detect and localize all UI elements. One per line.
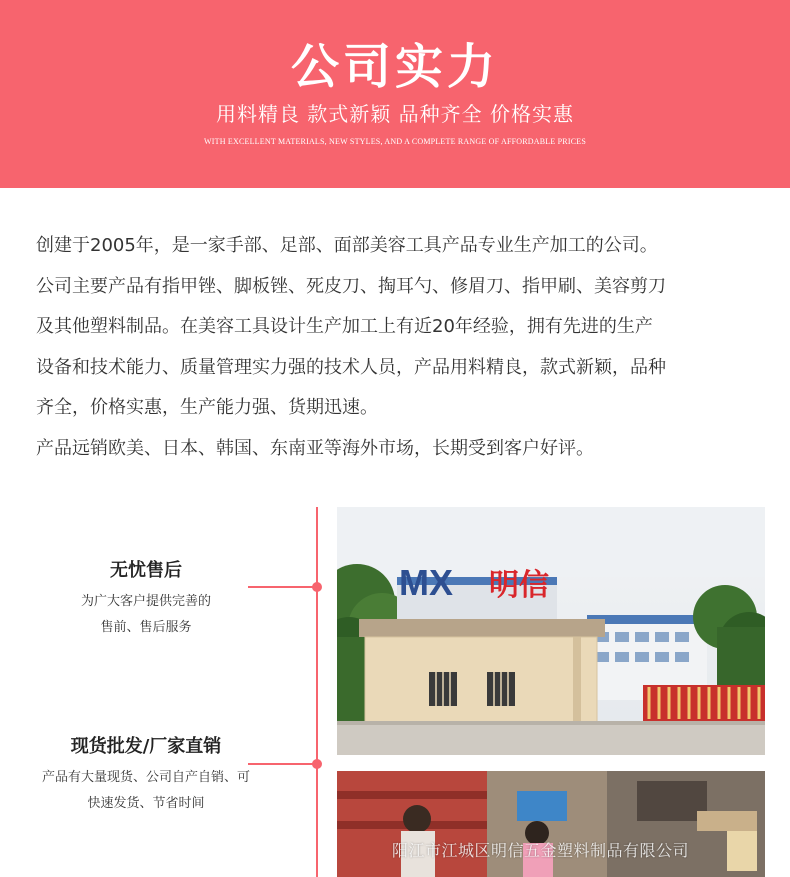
feature-title-after-sales: 无忧售后 xyxy=(110,560,182,581)
feature-desc-line: 快速发货、节省时间 xyxy=(87,796,205,811)
feature-desc-line: 产品有大量现货、公司自产自销、可 xyxy=(41,770,250,785)
intro-line: 产品远销欧美、日本、韩国、东南亚等海外市场，长期受到客户好评。 xyxy=(36,437,594,459)
timeline-dot xyxy=(312,759,322,769)
intro-line: 创建于2005年，是一家手部、足部、面部美容工具产品专业生产加工的公司。 xyxy=(36,235,658,256)
workshop-photo xyxy=(337,771,765,877)
feature-desc-line: 为广大客户提供完善的 xyxy=(80,594,211,609)
feature-desc-after-sales xyxy=(40,589,252,641)
timeline-connector xyxy=(248,586,316,588)
sign-chinese: 明信 xyxy=(489,568,549,603)
timeline-line xyxy=(316,507,318,877)
banner-subtitle: 用料精良 款式新颖 品种齐全 价格实惠 xyxy=(215,102,575,126)
banner-subtitle-english: WITH EXCELLENT MATERIALS, NEW STYLES, AND A COMPLETE RANGE OF AFFORDABLE PRICES xyxy=(204,137,586,146)
intro-line: 公司主要产品有指甲锉、脚板锉、死皮刀、掏耳勺、修眉刀、指甲刷、美容剪刀 xyxy=(36,275,666,297)
company-intro xyxy=(36,226,760,469)
intro-line: 及其他塑料制品。在美容工具设计生产加工上有近20年经验，拥有先进的生产 xyxy=(36,316,653,337)
banner-title: 公司实力 xyxy=(290,39,499,95)
feature-desc-line: 售前、售后服务 xyxy=(100,620,192,635)
factory-building-photo xyxy=(337,507,765,755)
intro-line: 齐全，价格实惠，生产能力强、货期迅速。 xyxy=(36,397,378,418)
feature-desc-wholesale xyxy=(12,765,280,817)
timeline-dot xyxy=(312,582,322,592)
company-watermark: 阳江市江城区明信五金塑料制品有限公司 xyxy=(392,841,690,860)
feature-title-wholesale: 现货批发/厂家直销 xyxy=(70,736,222,757)
intro-line: 设备和技术能力、质量管理实力强的技术人员，产品用料精良，款式新颖，品种 xyxy=(36,356,666,378)
sign-latin: MX xyxy=(399,562,453,603)
header-banner xyxy=(0,0,790,188)
